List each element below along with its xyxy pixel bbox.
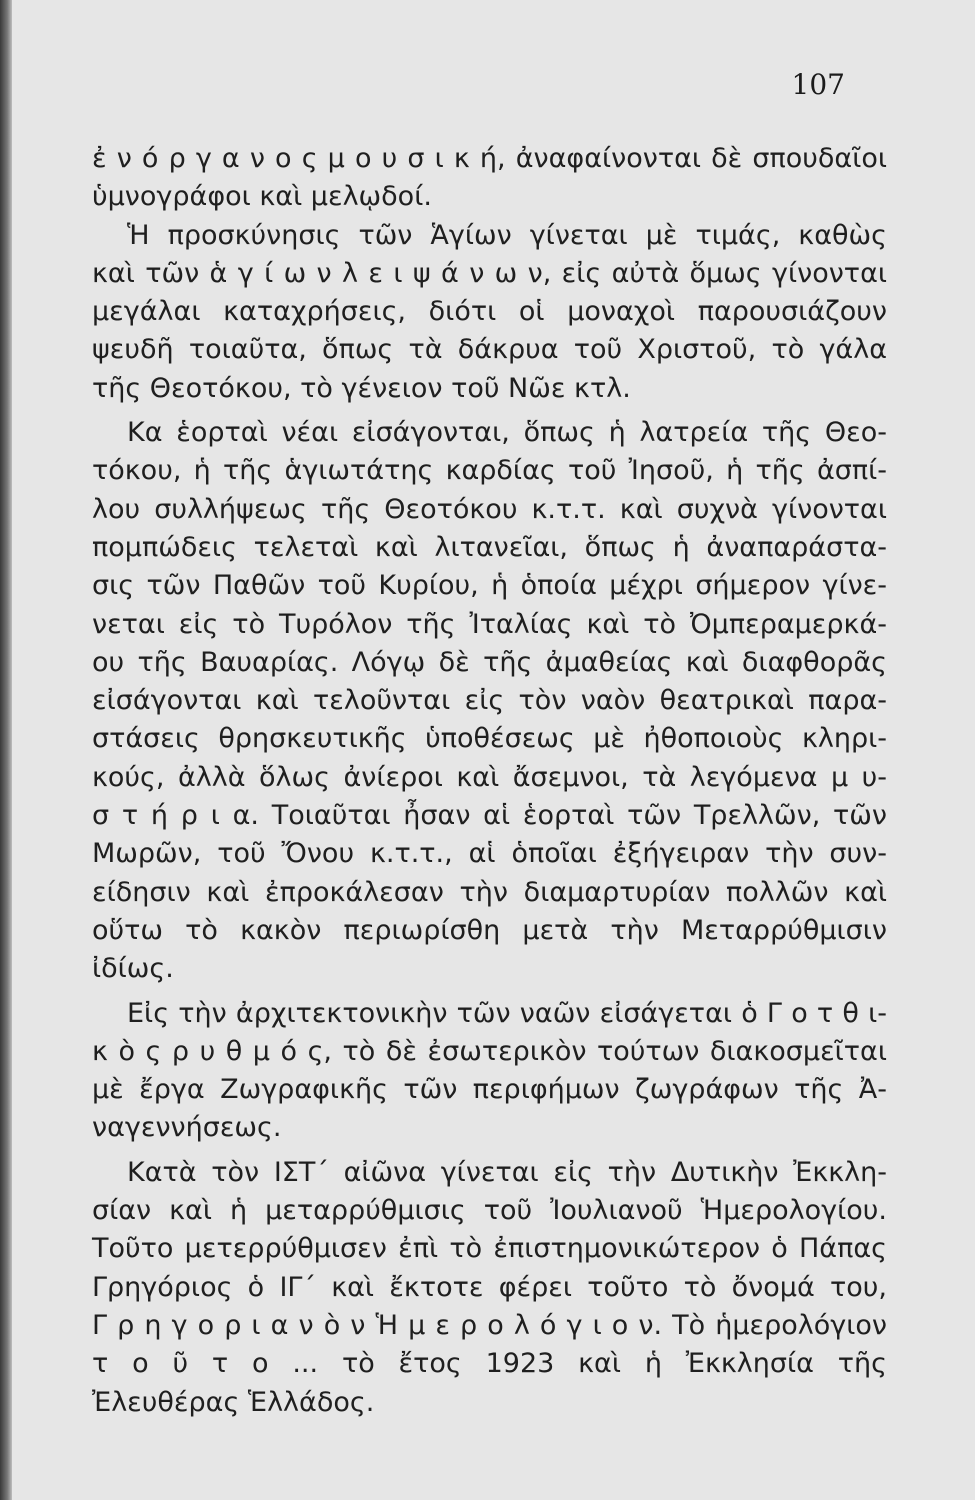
text-line: πομπώδεις τελεταὶ καὶ λιτανεῖαι, ὅπως ἡ ἀναπαράστα- (92, 531, 887, 563)
text-line: τόκου, ἡ τῆς ἁγιωτάτης καρδίας τοῦ Ἰησοῦ, ἡ τῆς ἀσπί- (92, 455, 887, 487)
text-line: Γρηγόριος ὁ ΙΓ΄ καὶ ἔκτοτε φέρει τοῦτο τὸ ὄνομά του, (92, 1271, 887, 1303)
text-line: Εἰς τὴν ἀρχιτεκτονικὴν τῶν ναῶν εἰσάγεται ὁ Γ ο τ θ ι- (127, 997, 887, 1029)
text-line: ναγεννήσεως. (92, 1112, 282, 1144)
text-line: καὶ τῶν ἁ γ ί ω ν λ ε ι ψ ά ν ω ν, εἰς αὐτὰ ὅμως γίνονται (92, 257, 887, 289)
text-line: ἐ ν ό ρ γ α ν ο ς μ ο υ σ ι κ ή, ἀναφαίνονται δὲ σπουδαῖοι (92, 143, 887, 174)
text-line: σίαν καὶ ἡ μεταρρύθμισις τοῦ Ἰουλιανοῦ Ἡμερολογίου. (92, 1195, 887, 1227)
text-line: Τοῦτο μετερρύθμισεν ἐπὶ τὸ ἐπιστημονικώτερον ὁ Πάπας (92, 1233, 887, 1265)
text-line: στάσεις θρησκευτικῆς ὑποθέσεως μὲ ἠθοποιοὺς κληρι- (92, 723, 887, 755)
text-line: Μωρῶν, τοῦ Ὄνου κ.τ.τ., αἱ ὁποῖαι ἐξήγειραν τὴν συν- (92, 838, 887, 870)
text-line: Κα ἑορταὶ νέαι εἰσάγονται, ὅπως ἡ λατρεία τῆς Θεο- (127, 417, 887, 449)
text-line: σις τῶν Παθῶν τοῦ Κυρίου, ἡ ὁποία μέχρι σήμερον γίνε- (92, 570, 887, 602)
text-line: Γ ρ η γ ο ρ ι α ν ὸ ν Ἡ μ ε ρ ο λ ό γ ι ο ν. Τὸ ἡμερολόγιον (92, 1309, 887, 1341)
body-text (92, 140, 887, 1422)
book-page (12, 0, 975, 1500)
text-line: τ ο ῦ τ ο ... τὸ ἔτος 1923 καὶ ἡ Ἐκκλησία τῆς (92, 1348, 887, 1380)
text-line: οὕτω τὸ κακὸν περιωρίσθη μετὰ τὴν Μεταρρύθμισιν (92, 914, 887, 946)
text-line: είδησιν καὶ ἐπροκάλεσαν τὴν διαμαρτυρίαν πολλῶν καὶ (92, 876, 887, 908)
binding-edge (0, 0, 12, 1500)
text-line: μεγάλαι καταχρήσεις, διότι οἱ μοναχοὶ παρουσιάζουν (92, 296, 887, 328)
text-line: Ἐλευθέρας Ἑλλάδος. (92, 1386, 375, 1418)
text-line: Κατὰ τὸν ΙΣΤ΄ αἰῶνα γίνεται εἰς τὴν Δυτικὴν Ἐκκλη- (127, 1156, 887, 1188)
text-line: σ τ ή ρ ι α. Τοιαῦται ἦσαν αἱ ἑορταὶ τῶν Τρελλῶν, τῶν (92, 800, 887, 832)
text-line: ἰδίως. (92, 953, 174, 985)
text-line: Ἡ προσκύνησις τῶν Ἁγίων γίνεται μὲ τιμάς, καθὼς (127, 219, 887, 251)
text-line: κ ὸ ς ρ υ θ μ ό ς, τὸ δὲ ἐσωτερικὸν τούτων διακοσμεῖται (92, 1035, 887, 1067)
page-number: 107 (791, 68, 845, 101)
text-line: ψευδῆ τοιαῦτα, ὅπως τὰ δάκρυα τοῦ Χριστοῦ, τὸ γάλα (92, 334, 887, 366)
text-line: ὑμνογράφοι καὶ μελῳδοί. (92, 181, 432, 213)
text-line: λου συλλήψεως τῆς Θεοτόκου κ.τ.τ. καὶ συχνὰ γίνονται (92, 493, 887, 525)
text-line: μὲ ἔργα Ζωγραφικῆς τῶν περιφήμων ζωγράφων τῆς Ἀ- (92, 1074, 887, 1106)
text-line: νεται εἰς τὸ Τυρόλον τῆς Ἰταλίας καὶ τὸ Ὀμπεραμερκά- (92, 608, 887, 640)
text-line: τῆς Θεοτόκου, τὸ γένειον τοῦ Νῶε κτλ. (92, 372, 631, 404)
text-line: κούς, ἀλλὰ ὅλως ἀνίεροι καὶ ἄσεμνοι, τὰ λεγόμενα μ υ- (92, 761, 887, 793)
text-line: ου τῆς Βαυαρίας. Λόγῳ δὲ τῆς ἀμαθείας καὶ διαφθορᾶς (92, 646, 887, 678)
text-line: εἰσάγονται καὶ τελοῦνται εἰς τὸν ναὸν θεατρικαὶ παρα- (92, 685, 887, 717)
